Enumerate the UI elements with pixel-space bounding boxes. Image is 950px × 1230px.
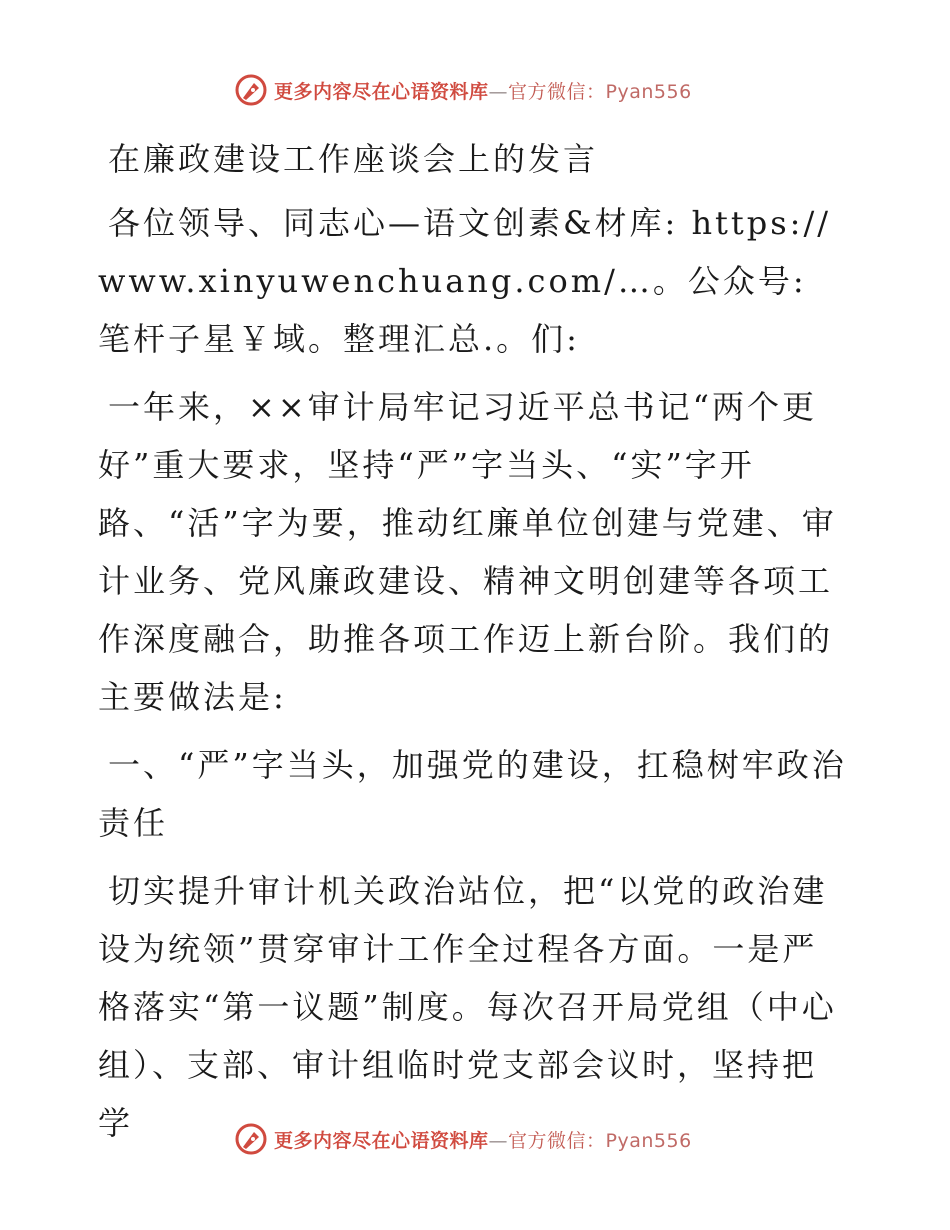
- banner-text: [274, 77, 692, 104]
- document-title: 在廉政建设工作座谈会上的发言: [108, 140, 599, 178]
- banner-account: Pyan556: [605, 80, 692, 103]
- banner-dash: —: [488, 80, 509, 103]
- banner-account: Pyan556: [605, 1129, 692, 1152]
- header-banner: [234, 72, 692, 108]
- salutation: 各位领导、同志心—语文创素&材库: https:// www.xinyuwenchuang.com/…。公众号: 笔杆子星￥域。整理汇总.。们:: [98, 204, 832, 358]
- paragraph-2: 切实提升审计机关政治站位，把“以党的政治建设为统领”贯穿审计工作全过程各方面。一是严格落实“第一议题”制度。每次召开局党组（中心组）、支部、审计组临时党支部会议时，坚持把学: [98, 872, 837, 1142]
- document-body: [98, 130, 850, 1162]
- footer-banner: [234, 1121, 692, 1157]
- section-1-heading: 一、“严”字当头，加强党的建设，扛稳树牢政治责任: [98, 746, 847, 842]
- pen-nib-logo-icon: [234, 73, 268, 107]
- paragraph-1: 一年来，××审计局牢记习近平总书记“两个更好”重大要求，坚持“严”字当头、“实”字开路、“活”字为要，推动红廉单位创建与党建、审计业务、党风廉政建设、精神文明创建等各项工作深度融合，助推各项工作迈上新台阶。我们的主要做法是:: [98, 388, 837, 716]
- banner-main: 更多内容尽在心语资料库: [274, 80, 489, 103]
- pen-nib-logo-icon: [234, 1122, 268, 1156]
- banner-wechat-label: 官方微信：: [508, 80, 606, 103]
- banner-text: [274, 1126, 692, 1153]
- banner-main: 更多内容尽在心语资料库: [274, 1129, 489, 1152]
- banner-dash: —: [488, 1129, 509, 1152]
- banner-wechat-label: 官方微信：: [508, 1129, 606, 1152]
